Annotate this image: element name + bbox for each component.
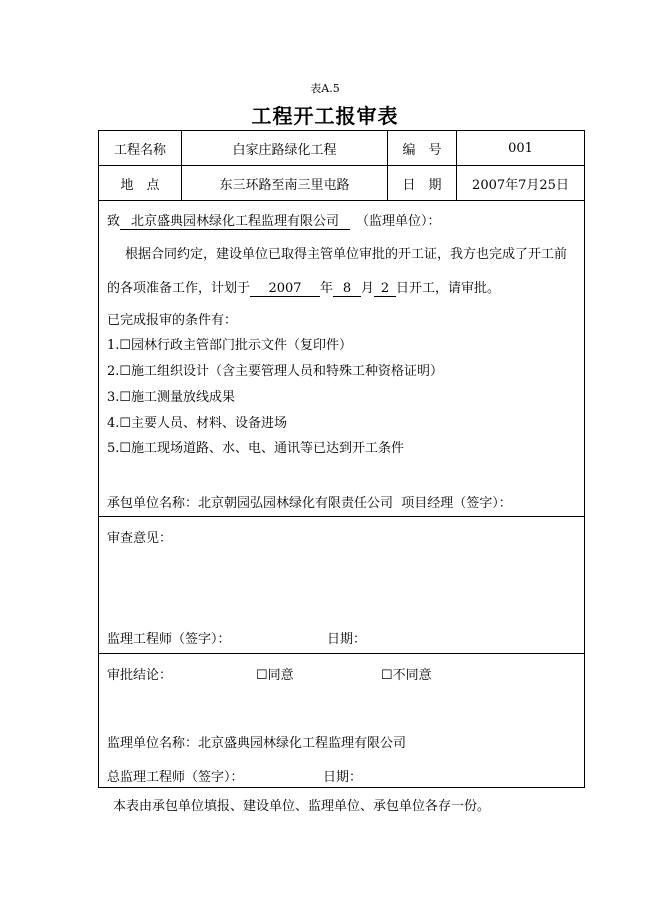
chief-engineer-signature-label[interactable]: 总监理工程师（签字）： xyxy=(107,770,244,785)
project-name-label: 工程名称 xyxy=(113,142,166,158)
month-unit: 月 xyxy=(361,281,375,296)
section-divider xyxy=(99,516,584,517)
addressee-suffix: （监理单位）： xyxy=(356,214,441,229)
body-line-2-prefix: 的各项准备工作，计划于 xyxy=(107,281,251,296)
supervisor-unit-line: 监理单位名称：北京盛典园林绿化工程监理有限公司 xyxy=(107,736,407,751)
condition-item[interactable]: 5.☐施工现场道路、水、电、通讯等已达到开工条件 xyxy=(107,441,405,456)
start-day[interactable]: 2 xyxy=(374,282,396,297)
supervisor-company[interactable]: 北京盛典园林绿化工程监理有限公司 xyxy=(120,215,350,230)
location-label: 地 点 xyxy=(120,177,160,193)
approval-conclusion-label: 审批结论： xyxy=(107,668,173,683)
conditions-title: 已完成报审的条件有： xyxy=(107,313,238,328)
code-value[interactable]: 001 xyxy=(508,140,533,156)
project-name-value[interactable]: 白家庄路绿化工程 xyxy=(232,142,337,158)
approval-date-label[interactable]: 日期： xyxy=(323,770,363,785)
body-line-2 xyxy=(107,277,500,297)
condition-item[interactable]: 2.☐施工组织设计（含主要管理人员和特殊工种资格证明） xyxy=(107,364,444,379)
review-date-label[interactable]: 日期： xyxy=(327,632,367,647)
engineer-signature-label[interactable]: 监理工程师（签字）： xyxy=(107,632,231,647)
addressee-prefix: 致 xyxy=(107,214,121,229)
agree-checkbox[interactable]: ☐同意 xyxy=(256,668,294,683)
contractor-line[interactable]: 承包单位名称：北京朝园弘园林绿化有限责任公司 项目经理（签字）： xyxy=(107,496,512,511)
footnote: 本表由承包单位填报、建设单位、监理单位、承包单位各存一份。 xyxy=(113,799,491,814)
start-month[interactable]: 8 xyxy=(333,282,361,297)
approval-form-table xyxy=(98,130,585,788)
condition-item[interactable]: 3.☐施工测量放线成果 xyxy=(107,390,236,405)
addressee-line xyxy=(107,210,441,230)
form-number: 表A.5 xyxy=(310,82,340,95)
location-value[interactable]: 东三环路至南三里屯路 xyxy=(219,177,350,193)
year-unit: 年 xyxy=(320,281,334,296)
section-divider xyxy=(99,653,584,654)
condition-item[interactable]: 4.☐主要人员、材料、设备进场 xyxy=(107,416,288,431)
start-year[interactable]: 2007 xyxy=(250,282,320,297)
date-label: 日 期 xyxy=(402,177,442,193)
review-opinion-label: 审查意见： xyxy=(107,531,173,546)
form-title: 工程开工报审表 xyxy=(251,104,399,128)
date-value[interactable]: 2007年7月25日 xyxy=(472,177,569,193)
disagree-checkbox[interactable]: ☐不同意 xyxy=(381,668,432,683)
condition-item[interactable]: 1.☐园林行政主管部门批示文件（复印件） xyxy=(107,338,353,353)
row-divider xyxy=(99,200,584,201)
code-label: 编 号 xyxy=(402,142,442,158)
day-suffix: 日开工，请审批。 xyxy=(396,281,501,296)
body-line-1: 根据合同约定，建设单位已取得主管单位审批的开工证，我方也完成了开工前 xyxy=(125,247,568,262)
